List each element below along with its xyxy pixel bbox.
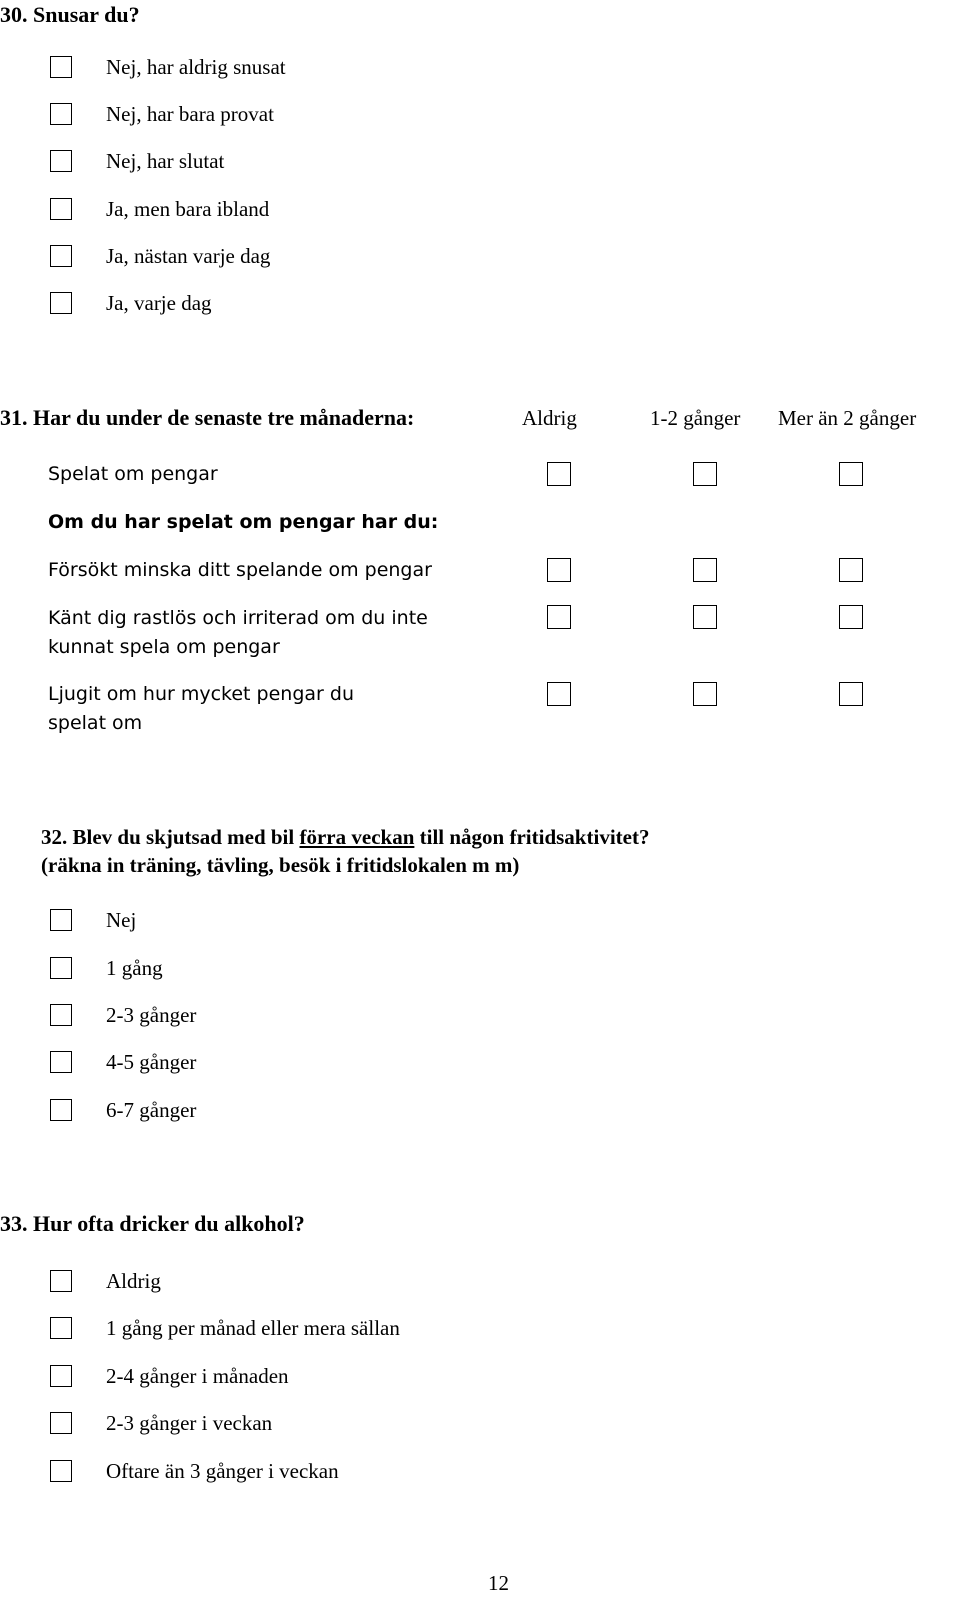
checkbox[interactable] (693, 462, 717, 486)
question-32-title (41, 824, 649, 850)
checkbox[interactable] (693, 605, 717, 629)
q33-option[interactable] (50, 1363, 289, 1389)
option-label: Nej, har bara provat (106, 101, 274, 126)
option-label: Ja, varje dag (106, 290, 212, 315)
option-label: Oftare än 3 gånger i veckan (106, 1458, 339, 1483)
checkbox[interactable] (50, 150, 72, 172)
row-subheading: Om du har spelat om pengar har du: (48, 511, 439, 533)
column-header-aldrig: Aldrig (522, 406, 577, 430)
q30-option[interactable] (50, 148, 224, 174)
checkbox[interactable] (839, 605, 863, 629)
checkbox[interactable] (547, 558, 571, 582)
option-label: 2-3 gånger i veckan (106, 1410, 273, 1435)
checkbox[interactable] (50, 1004, 72, 1026)
question-32-subtitle: (räkna in träning, tävling, besök i fritidslokalen m m) (41, 853, 520, 877)
q33-option[interactable] (50, 1268, 161, 1294)
checkbox[interactable] (50, 292, 72, 314)
checkbox[interactable] (547, 605, 571, 629)
checkbox[interactable] (839, 462, 863, 486)
option-label: 1 gång (106, 955, 163, 980)
option-label: 6-7 gånger (106, 1097, 197, 1122)
checkbox[interactable] (693, 558, 717, 582)
q33-option[interactable] (50, 1410, 272, 1436)
checkbox[interactable] (693, 682, 717, 706)
checkbox[interactable] (50, 56, 72, 78)
row-label: Ljugit om hur mycket pengar du spelat om (48, 683, 354, 734)
checkbox[interactable] (839, 558, 863, 582)
q32-option[interactable] (50, 907, 136, 933)
checkbox[interactable] (50, 1460, 72, 1482)
q30-option[interactable] (50, 243, 270, 269)
checkbox[interactable] (50, 1051, 72, 1073)
title-text: 32. Blev du skjutsad med bil (41, 825, 300, 849)
option-label: Nej (106, 907, 137, 932)
q30-option[interactable] (50, 196, 269, 222)
q32-option[interactable] (50, 1097, 196, 1123)
title-underlined-text: förra veckan (299, 825, 415, 849)
q30-option[interactable] (50, 101, 274, 127)
checkbox[interactable] (50, 957, 72, 979)
checkbox[interactable] (50, 198, 72, 220)
q33-option[interactable] (50, 1458, 339, 1484)
q30-option[interactable] (50, 290, 212, 316)
row-label: Försökt minska ditt spelande om pengar (48, 559, 432, 581)
q30-option[interactable] (50, 54, 286, 80)
column-header-mer: Mer än 2 gånger (778, 406, 917, 430)
checkbox[interactable] (50, 1317, 72, 1339)
option-label: Nej, har slutat (106, 148, 225, 173)
checkbox[interactable] (547, 682, 571, 706)
column-header-1-2: 1-2 gånger (650, 406, 741, 430)
q32-option[interactable] (50, 1049, 196, 1075)
question-33-title: 33. Hur ofta dricker du alkohol? (0, 1211, 305, 1236)
question-31-title: 31. Har du under de senaste tre månaderna: (0, 405, 415, 430)
title-text: till någon fritidsaktivitet? (414, 825, 650, 849)
option-label: 1 gång per månad eller mera sällan (106, 1315, 400, 1340)
option-label: 2-4 gånger i månaden (106, 1363, 289, 1388)
checkbox[interactable] (50, 1412, 72, 1434)
option-label: Nej, har aldrig snusat (106, 54, 286, 79)
checkbox[interactable] (547, 462, 571, 486)
q32-option[interactable] (50, 955, 163, 981)
checkbox[interactable] (839, 682, 863, 706)
checkbox[interactable] (50, 1099, 72, 1121)
option-label: 4-5 gånger (106, 1049, 197, 1074)
option-label: Ja, men bara ibland (106, 196, 270, 221)
checkbox[interactable] (50, 909, 72, 931)
option-label: Ja, nästan varje dag (106, 243, 271, 268)
q33-option[interactable] (50, 1315, 400, 1341)
row-label: Spelat om pengar (48, 463, 218, 485)
page-number: 12 (488, 1571, 509, 1595)
checkbox[interactable] (50, 103, 72, 125)
row-label: Känt dig rastlös och irriterad om du inte kunnat spela om pengar (48, 607, 428, 658)
option-label: Aldrig (106, 1268, 161, 1293)
checkbox[interactable] (50, 1365, 72, 1387)
checkbox[interactable] (50, 1270, 72, 1292)
q32-option[interactable] (50, 1002, 196, 1028)
option-label: 2-3 gånger (106, 1002, 197, 1027)
checkbox[interactable] (50, 245, 72, 267)
question-30-title: 30. Snusar du? (0, 2, 140, 27)
